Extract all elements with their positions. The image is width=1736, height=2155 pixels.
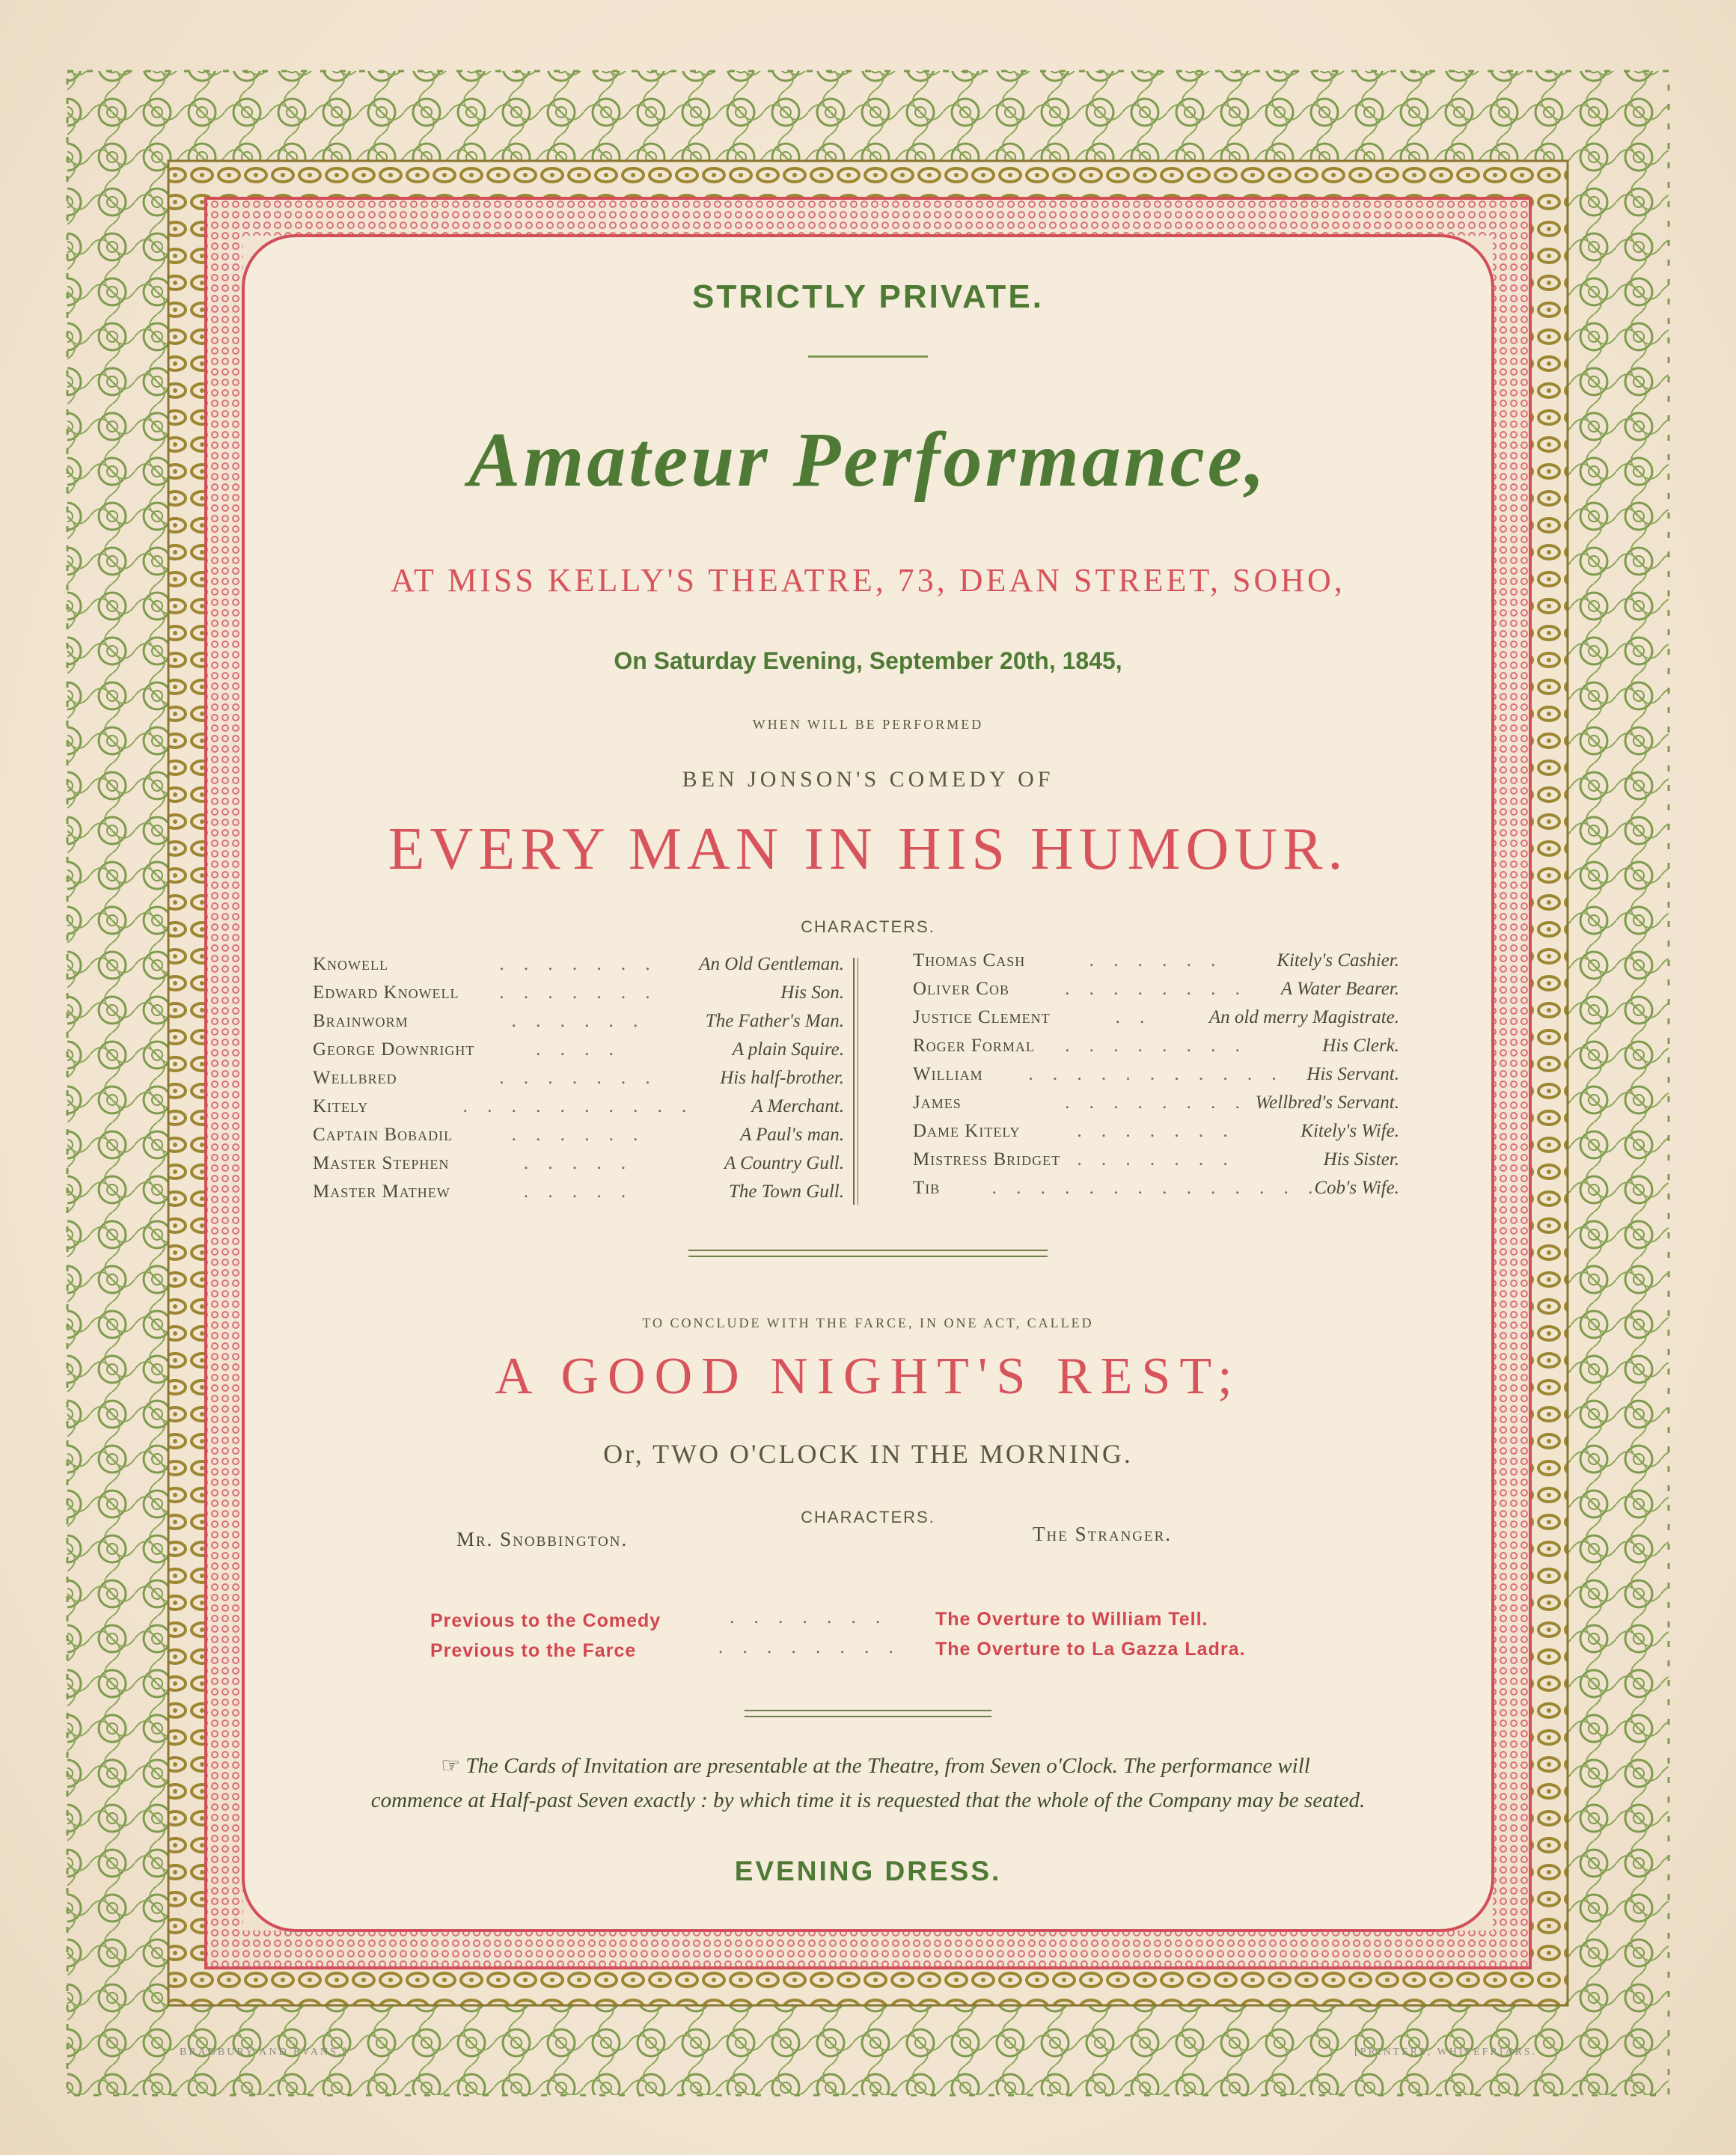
characters-heading: CHARACTERS. — [801, 917, 935, 936]
leader-dots: . . . . . . . . — [1065, 1036, 1247, 1056]
cast-row — [913, 1149, 1399, 1178]
cast-row — [913, 1178, 1399, 1206]
character-description: His half-brother. — [720, 1068, 844, 1088]
pointing-hand-icon: ☞ — [441, 1754, 466, 1778]
character-description: His Clerk. — [1322, 1036, 1399, 1056]
character-name: Tib — [913, 1178, 941, 1198]
music-when: Previous to the Comedy — [430, 1610, 661, 1631]
leader-dots: . . . . . — [523, 1182, 634, 1202]
leader-dots: . . . . . . . — [499, 982, 658, 1003]
comedy-title: EVERY MAN IN HIS HUMOUR. — [388, 816, 1348, 882]
leader-dots: . . . . . . — [1089, 950, 1223, 970]
music-piece: The Overture to William Tell. — [935, 1609, 1208, 1630]
notice-line — [284, 1752, 1467, 1779]
character-description: His Sister. — [1323, 1149, 1399, 1170]
cast-row — [313, 954, 844, 982]
date-line: On Saturday Evening, September 20th, 1845, — [614, 647, 1122, 674]
leader-dots: . . . . . . . — [1077, 1149, 1235, 1170]
cast-row — [313, 1011, 844, 1039]
leader-dots: . . . . . . . . — [1065, 979, 1247, 999]
leader-dots: . . . . . . . . — [1065, 1092, 1247, 1113]
cast-row — [313, 1125, 844, 1153]
character-name: Mistress Bridget — [913, 1149, 1061, 1170]
leader-dots: . . . . . . . — [1077, 1121, 1235, 1141]
character-name: Wellbred — [313, 1068, 397, 1088]
character-name: Oliver Cob — [913, 979, 1009, 999]
cast-row — [313, 982, 844, 1011]
evening-dress: EVENING DRESS. — [734, 1856, 1002, 1886]
printer-credit-right: [PRINTERS, WHITEFRIARS. — [1354, 2047, 1538, 2058]
performed-line: WHEN WILL BE PERFORMED — [752, 717, 984, 732]
character-description: Cob's Wife. — [1314, 1178, 1399, 1198]
notice-text: The Cards of Invitation are presentable at the Theatre, from Seven o'Clock. The performance will — [465, 1754, 1310, 1778]
character-name: Kitely — [313, 1096, 369, 1116]
cast-row — [313, 1096, 844, 1125]
character-name: George Downright — [313, 1039, 475, 1060]
character-name: James — [913, 1092, 962, 1113]
cast-row — [913, 950, 1399, 979]
character-name: Edward Knowell — [313, 982, 459, 1003]
leader-dots: . . . . . . . . — [718, 1637, 901, 1657]
character-description: A Paul's man. — [740, 1125, 844, 1145]
character-description: His Son. — [780, 982, 844, 1003]
leader-dots: . . . . — [536, 1039, 621, 1060]
comedy-intro: BEN JONSON'S COMEDY OF — [682, 767, 1054, 792]
character-description: A Merchant. — [751, 1096, 844, 1116]
music-when: Previous to the Farce — [430, 1640, 637, 1661]
cast-row — [913, 1092, 1399, 1121]
farce-title: A GOOD NIGHT'S REST; — [495, 1348, 1241, 1405]
leader-dots: . . . . . . . — [730, 1607, 888, 1627]
cast-row — [913, 1121, 1399, 1149]
programme-panel — [269, 247, 1467, 1886]
character-name: Master Mathew — [313, 1182, 450, 1202]
character-name: Knowell — [313, 954, 389, 974]
character-name: William — [913, 1064, 983, 1084]
cast-list-right — [913, 950, 1399, 1206]
leader-dots: . . . . . . . . . . . . . . — [991, 1178, 1321, 1198]
leader-dots: . . . . . . . — [499, 1068, 658, 1088]
cast-row — [313, 1182, 844, 1210]
cast-row — [913, 1064, 1399, 1092]
character-description: Kitely's Wife. — [1301, 1121, 1399, 1141]
character-name: Master Stephen — [313, 1153, 450, 1173]
farce-subtitle: Or, TWO O'CLOCK IN THE MORNING. — [603, 1439, 1133, 1469]
music-piece: The Overture to La Gazza Ladra. — [935, 1639, 1246, 1660]
character-description: A plain Squire. — [732, 1039, 844, 1060]
character-name: Thomas Cash — [913, 950, 1026, 970]
leader-dots: . . . . . . . — [499, 954, 658, 974]
leader-dots: . . . . . . — [511, 1011, 646, 1031]
character-description: An old merry Magistrate. — [1208, 1007, 1399, 1027]
cast-list-left — [313, 954, 844, 1210]
farce-character: Mr. Snobbington. — [456, 1528, 629, 1550]
character-name: Captain Bobadil — [313, 1125, 453, 1145]
double-divider — [688, 1250, 1048, 1257]
character-description: Wellbred's Servant. — [1255, 1092, 1399, 1113]
cast-row — [313, 1039, 844, 1068]
character-description: A Water Bearer. — [1280, 979, 1399, 999]
double-divider — [745, 1710, 991, 1717]
printer-credit-left: BRADBURY AND EVANS,] — [180, 2047, 349, 2058]
venue-line: AT MISS KELLY'S THEATRE, 73, DEAN STREET, SOHO, — [391, 562, 1345, 599]
farce-characters-heading: CHARACTERS. — [801, 1508, 935, 1526]
notice-line: commence at Half-past Seven exactly : by which time it is requested that the whole of the Company may be seated. — [370, 1788, 1366, 1812]
character-description: His Servant. — [1306, 1064, 1399, 1084]
farce-character: The Stranger. — [1033, 1523, 1173, 1545]
character-name: Justice Clement — [913, 1007, 1051, 1027]
character-name: Dame Kitely — [913, 1121, 1021, 1141]
character-description: Kitely's Cashier. — [1277, 950, 1399, 970]
leader-dots: . . . . . — [523, 1153, 634, 1173]
character-description: The Town Gull. — [729, 1182, 844, 1202]
leader-dots: . . . . . . . . . . . — [1028, 1064, 1284, 1084]
farce-intro: TO CONCLUDE WITH THE FARCE, IN ONE ACT, CALLED — [642, 1315, 1094, 1330]
cast-row — [313, 1153, 844, 1182]
character-description: A Country Gull. — [724, 1153, 844, 1173]
leader-dots: . . . . . . . . . . — [462, 1096, 694, 1116]
header-strictly-private: STRICTLY PRIVATE. — [692, 278, 1044, 315]
cast-row — [913, 1007, 1399, 1036]
character-description: An Old Gentleman. — [699, 954, 844, 974]
title-amateur-performance: Amateur Performance, — [468, 417, 1268, 503]
character-name: Roger Formal — [913, 1036, 1035, 1056]
character-description: The Father's Man. — [705, 1011, 844, 1031]
leader-dots: . . . . . . — [511, 1125, 646, 1145]
cast-row — [313, 1068, 844, 1096]
cast-row — [913, 979, 1399, 1007]
character-name: Brainworm — [313, 1011, 409, 1031]
column-divider — [853, 958, 855, 1205]
divider — [808, 355, 928, 358]
leader-dots: . . — [1115, 1007, 1152, 1027]
cast-row — [913, 1036, 1399, 1064]
